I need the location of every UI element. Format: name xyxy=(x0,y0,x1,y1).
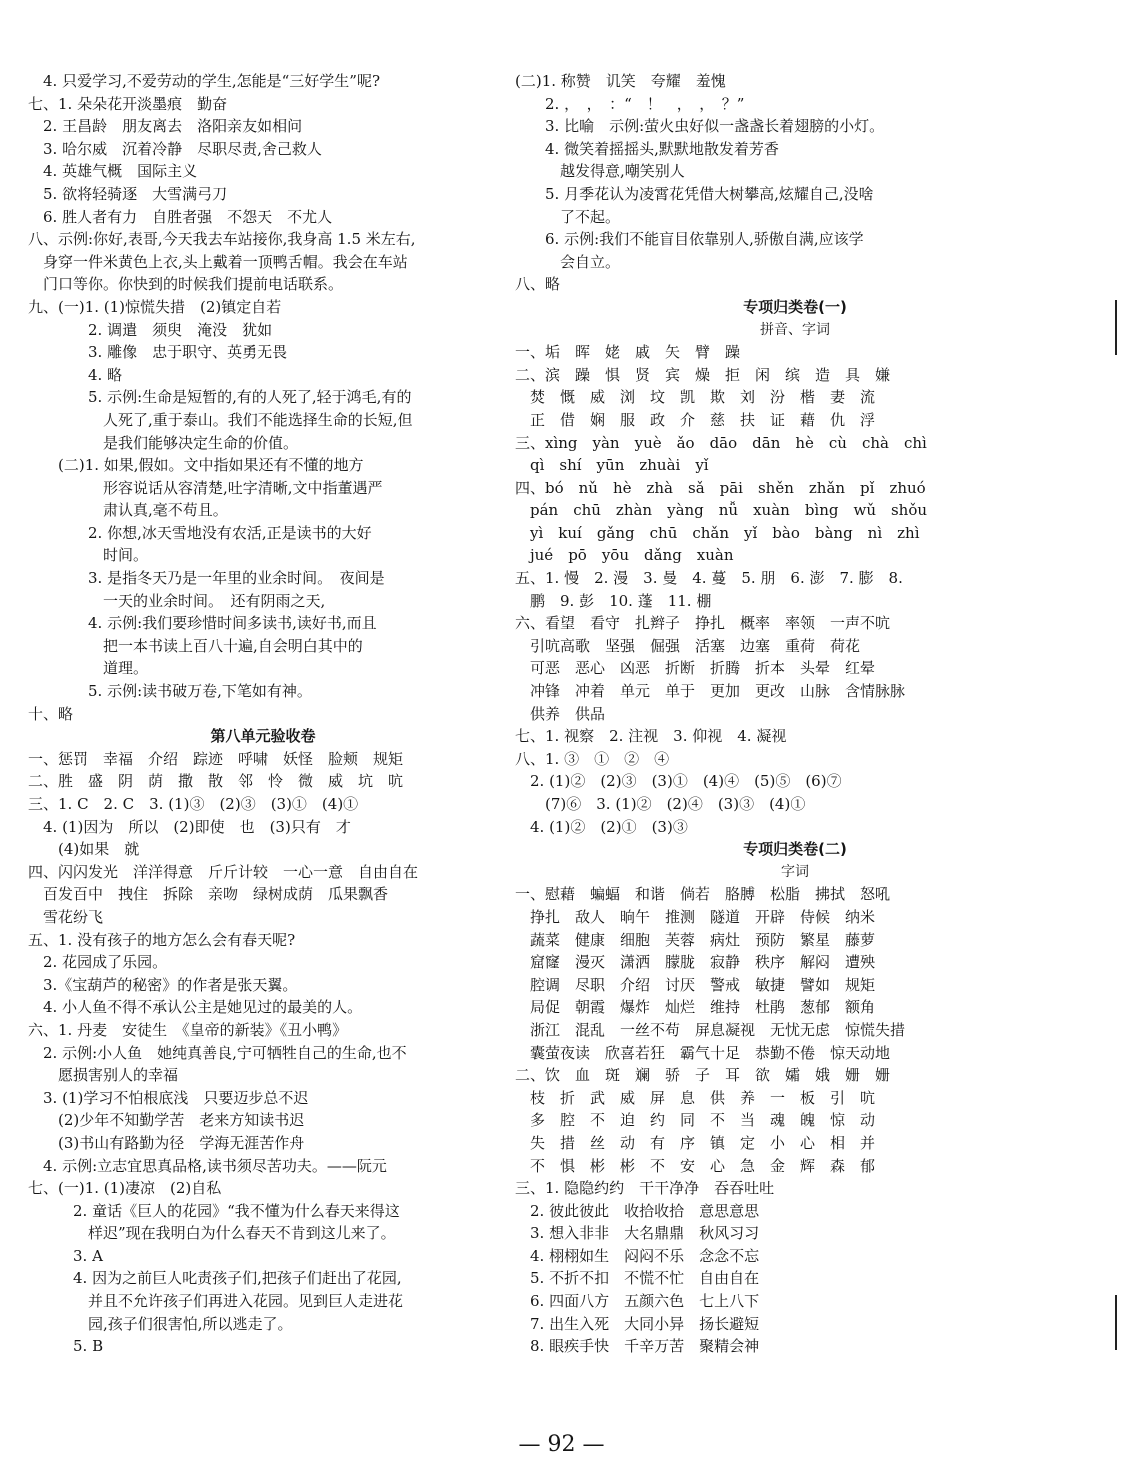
answer-line: 3. 雕像 忠于职守、英勇无畏 xyxy=(28,343,288,362)
answer-line: 一天的业余时间。 还有阴雨之天, xyxy=(28,591,326,610)
answer-line: 5. 不折不扣 不慌不忙 自由自在 xyxy=(515,1269,760,1288)
answer-line: 8. 眼疾手快 千辛万苦 聚精会神 xyxy=(515,1337,760,1356)
answer-line: 失 措 丝 动 有 序 镇 定 小 心 相 并 xyxy=(515,1133,876,1152)
answer-line: 愿损害别人的幸福 xyxy=(28,1066,179,1085)
answer-line: 会自立。 xyxy=(515,252,621,271)
answer-line: 2. 调遣 须臾 淹没 犹如 xyxy=(28,320,273,339)
answer-line: 6. 示例:我们不能盲目依靠别人,骄傲自满,应该学 xyxy=(515,230,864,249)
answer-line: 七、(一)1. (1)凄凉 (2)自私 xyxy=(28,1179,222,1198)
answer-line: 三、xìng yàn yuè ǎo dāo dān hè cù chà chì xyxy=(515,433,927,452)
answer-line: 6. 胜人者有力 自胜者强 不怨天 不尤人 xyxy=(28,207,333,226)
answer-line: 2. 你想,冰天雪地没有农活,正是读书的大好 xyxy=(28,523,372,542)
answer-line: 身穿一件米黄色上衣,头上戴着一顶鸭舌帽。我会在车站 xyxy=(28,252,408,271)
answer-line: 园,孩子们很害怕,所以逃走了。 xyxy=(28,1314,293,1333)
answer-line: qì shí yūn zhuài yǐ xyxy=(515,456,709,475)
answer-line: 二、饮 血 斑 斓 骄 子 耳 欲 孀 娥 姗 姗 xyxy=(515,1066,891,1085)
answer-line: 八、示例:你好,表哥,今天我去车站接你,我身高 1.5 米左右, xyxy=(28,230,416,249)
answer-line: 四、闪闪发光 洋洋得意 斤斤计较 一心一意 自由自在 xyxy=(28,862,419,881)
answer-line: 并且不允许孩子们再进入花园。见到巨人走进花 xyxy=(28,1292,404,1311)
answer-line: 2. (1)② (2)③ (3)① (4)④ (5)⑤ (6)⑦ xyxy=(515,772,842,791)
answer-line: pán chū zhàn yàng nǚ xuàn bìng wǔ shǒu xyxy=(515,501,928,520)
answer-line: 雪花纷飞 xyxy=(28,907,104,926)
scan-edge-mark xyxy=(1115,1295,1117,1350)
scan-edge-mark xyxy=(1115,300,1117,355)
answer-line: 4. 微笑着摇摇头,默默地散发着芳香 xyxy=(515,139,779,158)
section-title: 专项归类卷(二) xyxy=(743,840,847,859)
answer-line: 一、垢 晖 姥 戚 矢 臂 躁 xyxy=(515,343,741,362)
answer-line: 3. A xyxy=(28,1246,103,1265)
answer-line: 3.《宝葫芦的秘密》的作者是张天翼。 xyxy=(28,975,298,994)
answer-line: 冲锋 冲着 单元 单于 更加 更改 山脉 含情脉脉 xyxy=(515,682,906,701)
answer-line: 了不起。 xyxy=(515,207,621,226)
answer-line: 挣扎 敌人 晌午 推测 隧道 开辟 侍候 纳米 xyxy=(515,907,876,926)
answer-line: 蔬菜 健康 细胞 芙蓉 病灶 预防 繁星 藤萝 xyxy=(515,930,876,949)
section-subtitle: 字词 xyxy=(781,863,809,880)
answer-line: 把一本书读上百八十遍,自会明白其中的 xyxy=(28,636,363,655)
answer-line: 4. 只爱学习,不爱劳动的学生,怎能是“三好学生”呢? xyxy=(28,72,380,90)
answer-line: 2. 彼此彼此 收拾收拾 意思意思 xyxy=(515,1201,760,1220)
answer-line: 5. B xyxy=(28,1337,104,1356)
answer-line: 可恶 恶心 凶恶 折断 折腾 折本 头晕 红晕 xyxy=(515,659,876,678)
answer-line: 2. 王昌龄 朋友离去 洛阳亲友如相问 xyxy=(28,117,303,136)
answer-line: 五、1. 没有孩子的地方怎么会有春天呢? xyxy=(28,930,296,949)
answer-line: 3. 想入非非 大名鼎鼎 秋风习习 xyxy=(515,1224,760,1243)
answer-line: 三、1. C 2. C 3. (1)③ (2)③ (3)① (4)① xyxy=(28,795,359,813)
answer-line: 是我们能够决定生命的价值。 xyxy=(28,433,299,452)
answer-line: (二)1. 称赞 讥笑 夸耀 羞愧 xyxy=(515,72,726,90)
page-number: — 92 — xyxy=(518,1432,605,1457)
answer-line: 门口等你。你快到的时候我们提前电话联系。 xyxy=(28,275,344,294)
answer-line: 形容说话从容清楚,吐字清晰,文中指董遇严 xyxy=(28,478,383,497)
answer-line: 一、慰藉 蝙蝠 和谐 倘若 胳膊 松脂 拂拭 怒吼 xyxy=(515,885,891,904)
answer-line: (4)如果 就 xyxy=(28,840,140,859)
answer-line: 4. 因为之前巨人叱责孩子们,把孩子们赶出了花园, xyxy=(28,1269,402,1288)
answer-line: 八、1. ③ ① ② ④ xyxy=(515,749,670,768)
answer-line: 道理。 xyxy=(28,659,149,678)
answer-line: (二)1. 如果,假如。文中指如果还有不懂的地方 xyxy=(28,456,364,475)
answer-line: 正 借 娴 服 政 介 慈 扶 证 藉 仇 浮 xyxy=(515,410,876,429)
answer-line: 不 惧 彬 彬 不 安 心 急 金 辉 森 郁 xyxy=(515,1156,876,1175)
answer-line: 人死了,重于泰山。我们不能选择生命的长短,但 xyxy=(28,410,413,429)
answer-line: 窟窿 漫灭 潇洒 朦胧 寂静 秩序 解闷 遭殃 xyxy=(515,953,876,972)
answer-line: 4. 示例:立志宜思真品格,读书须尽苦功夫。——阮元 xyxy=(28,1156,387,1175)
answer-line: 枝 折 武 威 屏 息 供 养 一 板 引 吭 xyxy=(515,1088,876,1107)
answer-line: 越发得意,嘲笑别人 xyxy=(515,162,685,181)
answer-line: 2. 示例:小人鱼 她纯真善良,宁可牺牲自己的生命,也不 xyxy=(28,1043,407,1062)
answer-line: 5. 示例:读书破万卷,下笔如有神。 xyxy=(28,682,312,701)
answer-line: 二、滨 躁 惧 贤 宾 燥 拒 闲 缤 造 具 嫌 xyxy=(515,365,891,384)
answer-line: 6. 四面八方 五颜六色 七上八下 xyxy=(515,1292,760,1311)
section-title: 第八单元验收卷 xyxy=(210,727,316,746)
answer-line: 4. (1)因为 所以 (2)即使 也 (3)只有 才 xyxy=(28,817,351,836)
answer-line: 浙江 混乱 一丝不苟 屏息凝视 无忧无虑 惊慌失措 xyxy=(515,1020,906,1039)
answer-line: 7. 出生入死 大同小异 扬长避短 xyxy=(515,1314,760,1333)
answer-line: 3. 比喻 示例:萤火虫好似一盏盏长着翅膀的小灯。 xyxy=(515,117,885,136)
answer-line: 时间。 xyxy=(28,546,149,565)
answer-line: 十、略 xyxy=(28,704,74,723)
answer-line: 4. 略 xyxy=(28,365,123,384)
answer-line: 腔调 尽职 介绍 讨厌 警戒 敏捷 譬如 规矩 xyxy=(515,975,876,994)
answer-line: 5. 示例:生命是短暂的,有的人死了,轻于鸿毛,有的 xyxy=(28,388,412,407)
answer-line: 七、1. 视察 2. 注视 3. 仰视 4. 凝视 xyxy=(515,727,787,746)
answer-line: 鹏 9. 彭 10. 蓬 11. 棚 xyxy=(515,591,712,610)
answer-line: 局促 朝霞 爆炸 灿烂 维持 杜鹃 葱郁 额角 xyxy=(515,998,876,1017)
answer-line: 六、看望 看守 扎辫子 挣扎 概率 率领 一声不吭 xyxy=(515,614,891,633)
answer-line: 供养 供品 xyxy=(515,704,606,723)
answer-line: (2)少年不知勤学苦 老来方知读书迟 xyxy=(28,1111,305,1130)
answer-line: 2. 花园成了乐园。 xyxy=(28,953,168,972)
answer-line: 多 腔 不 迫 约 同 不 当 魂 魄 惊 动 xyxy=(515,1111,876,1130)
answer-line: 2. 童话《巨人的花园》“我不懂为什么春天来得这 xyxy=(28,1201,400,1220)
answer-line: 2. ， ， ：“ ！ ， ， ？” xyxy=(515,94,745,113)
answer-line: 六、1. 丹麦 安徒生 《皇帝的新装》《丑小鸭》 xyxy=(28,1020,348,1039)
right-column xyxy=(515,70,1075,1358)
answer-line: 五、1. 慢 2. 漫 3. 曼 4. 蔓 5. 朋 6. 澎 7. 膨 8. xyxy=(515,569,903,588)
answer-line: 引吭高歌 坚强 倔强 活塞 边塞 重荷 荷花 xyxy=(515,636,861,655)
answer-line: 肃认真,毫不苟且。 xyxy=(28,501,228,520)
answer-line: 4. 示例:我们要珍惜时间多读书,读好书,而且 xyxy=(28,614,377,633)
answer-line: 4. 栩栩如生 闷闷不乐 念念不忘 xyxy=(515,1246,760,1265)
answer-line: 4. 小人鱼不得不承认公主是她见过的最美的人。 xyxy=(28,998,363,1017)
answer-line: 5. 欲将轻骑逐 大雪满弓刀 xyxy=(28,184,228,203)
answer-line: 二、胜 盛 阴 荫 撒 散 邻 怜 微 威 坑 吭 xyxy=(28,772,404,791)
answer-line: 百发百中 拽住 拆除 亲吻 绿树成荫 瓜果飘香 xyxy=(28,885,389,904)
answer-line: 四、bó nǔ hè zhà sǎ pāi shěn zhǎn pǐ zhuó xyxy=(515,478,926,497)
answer-line: 4. (1)② (2)① (3)③ xyxy=(515,817,688,836)
answer-line: (7)⑥ 3. (1)② (2)④ (3)③ (4)① xyxy=(515,795,806,813)
answer-line: yì kuí gǎng chū chǎn yǐ bào bàng nì zhì xyxy=(515,523,920,542)
answer-line: 九、(一)1. (1)惊慌失措 (2)镇定自若 xyxy=(28,297,282,316)
answer-line: 5. 月季花认为凌霄花凭借大树攀高,炫耀自己,没啥 xyxy=(515,184,874,203)
answer-line: 样迟”现在我明白为什么春天不肯到这儿来了。 xyxy=(28,1224,396,1243)
answer-line: 3. (1)学习不怕根底浅 只要迈步总不迟 xyxy=(28,1088,309,1107)
left-column xyxy=(28,70,498,1358)
answer-line: (3)书山有路勤为径 学海无涯苦作舟 xyxy=(28,1133,305,1152)
answer-line: 焚 慨 威 浏 坟 凯 欺 刘 汾 楷 妻 流 xyxy=(515,388,876,407)
section-title: 专项归类卷(一) xyxy=(743,297,847,316)
section-subtitle: 拼音、字词 xyxy=(760,321,830,338)
answer-line: 囊萤夜读 欣喜若狂 霸气十足 恭勤不倦 惊天动地 xyxy=(515,1043,891,1062)
answer-line: 3. 是指冬天乃是一年里的业余时间。 夜间是 xyxy=(28,569,385,588)
answer-line: 七、1. 朵朵花开淡墨痕 勤奋 xyxy=(28,94,228,113)
answer-line: 一、惩罚 幸福 介绍 踪迹 呼啸 妖怪 脸颊 规矩 xyxy=(28,749,404,768)
answer-line: 4. 英雄气概 国际主义 xyxy=(28,162,198,181)
answer-line: 八、略 xyxy=(515,275,561,294)
answer-line: 三、1. 隐隐约约 干干净净 吞吞吐吐 xyxy=(515,1179,775,1198)
answer-line: 3. 哈尔威 沉着冷静 尽职尽责,舍己救人 xyxy=(28,139,322,158)
answer-line: jué pō yōu dǎng xuàn xyxy=(515,546,734,565)
